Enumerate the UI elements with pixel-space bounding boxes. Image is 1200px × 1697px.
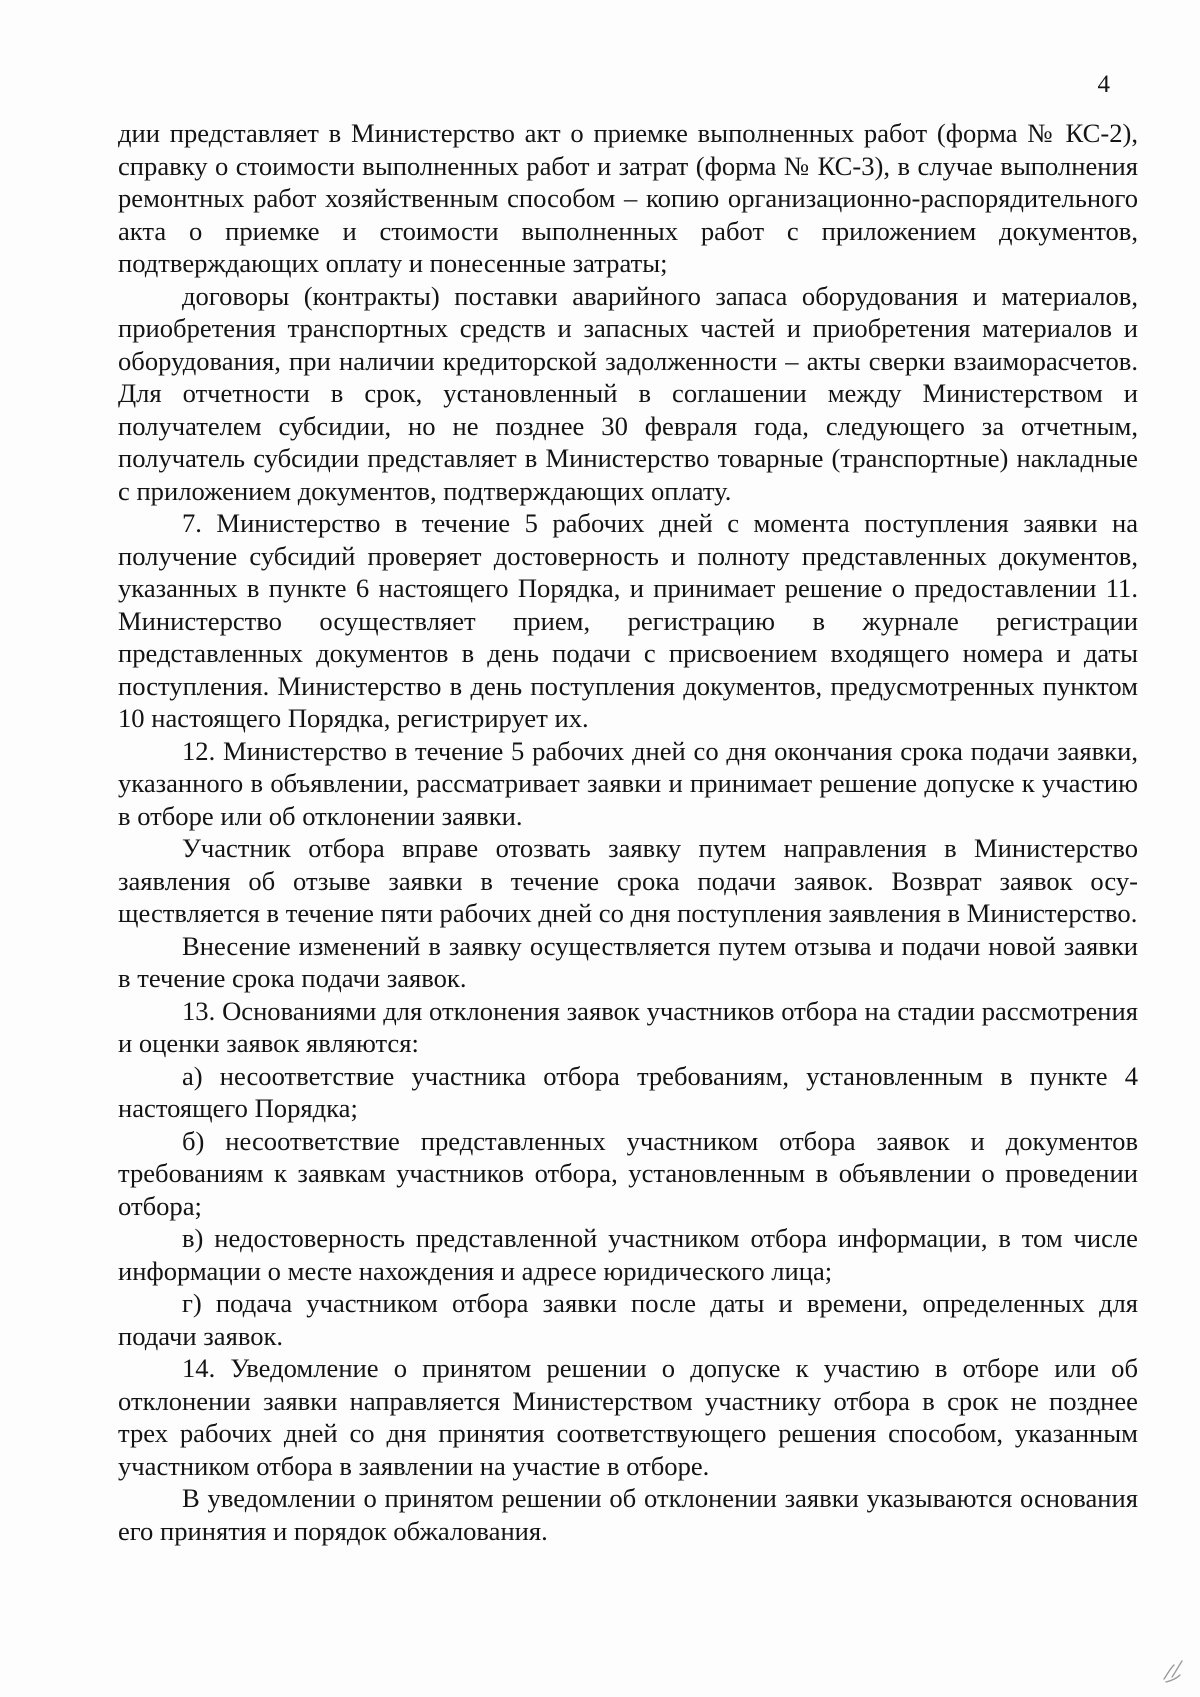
document-body [118, 117, 1138, 1547]
paragraph-8: а) несоответствие участника отбора требованиям, установленным в пункте 4 настоящего Порядка; [118, 1060, 1138, 1123]
paragraph-6: Внесение изменений в заявку осуществляется путем отзыва и подачи новой заявки в течение срока подачи заявок. [118, 930, 1138, 993]
paragraph-11: г) подача участником отбора заявки после даты и времени, определенных для подачи заявок. [118, 1288, 1138, 1351]
paragraph-10: в) недостоверность представленной участником отбора информации, в том числе информации о месте нахождения и адресе юридического лица; [118, 1223, 1138, 1286]
paragraph-1: дии представляет в Министерство акт о приемке выполненных работ (форма № КС-2), справку о стоимости выполненных работ и затрат (форма № КС-3), в случае выполнения ремонтных работ хозяйственным способом – копию организационно-распорядительного акта о приемке и стоимости выполненных работ с приложением документов, подтверждающих оплату и понесенные затраты; [118, 118, 1138, 278]
handwritten-mark [1160, 1655, 1186, 1685]
paragraph-4: 12. Министерство в течение 5 рабочих дней со дня окончания срока подачи заявки, указанного в объявлении, рассматривает заявки и принимает решение допуске к участию в отборе или об отклонении заявки. [118, 735, 1138, 831]
paragraph-2: договоры (контракты) поставки аварийного запаса оборудования и материалов, приобретения транспортных средств и запасных частей и приобретения материалов и оборудования, при наличии кредиторской задолженности – акты сверки взаиморасчетов. Для отчетности в срок, установленный в соглашении между Министерством и получателем субсидии, но не позднее 30 февраля года, следующего за отчетным, получатель субсидии представляет в Министерство товарные (транспортные) накладные с приложением документов, подтверждающих оплату. [118, 280, 1138, 506]
paragraph-12: 14. Уведомление о принятом решении о допуске к участию в отборе или об отклонении заявки направляется Министерством участнику отбора в срок не позднее трех рабочих дней со дня принятия соответствующего решения способом, указанным участником отбора в заявлении на участие в отборе. [118, 1353, 1138, 1481]
page-number: 4 [1097, 71, 1110, 98]
paragraph-9: б) несоответствие представленных участником отбора заявок и документов требованиям к заявкам участников отбора, установленным в объявлении о проведении отбора; [118, 1125, 1138, 1221]
paragraph-13: В уведомлении о принятом решении об отклонении заявки указываются основания его принятия и порядок обжалования. [118, 1483, 1138, 1546]
paragraph-7: 13. Основаниями для отклонения заявок участников отбора на стадии рассмотрения и оценки заявок являются: [118, 995, 1138, 1058]
paragraph-5: Участник отбора вправе отозвать заявку путем направления в Министерство заявления об отзыве заявки в течение срока подачи заявок. Возврат заявок осуществляется в течение пяти рабочих дней со дня поступления заявления в Министерство. [118, 833, 1138, 928]
paragraph-3: 7. Министерство в течение 5 рабочих дней с момента поступления заявки на получение субсидий проверяет достоверность и полноту представленных документов, указанных в пункте 6 настоящего Порядка, и принимает решение о предоставлении 11. Министерство осуществляет прием, регистрацию в журнале регистрации представленных документов в день подачи с присвоением входящего номера и даты поступления. Министерство в день поступления документов, предусмотренных пунктом 10 настоящего Порядка, регистрирует их. [118, 508, 1138, 733]
